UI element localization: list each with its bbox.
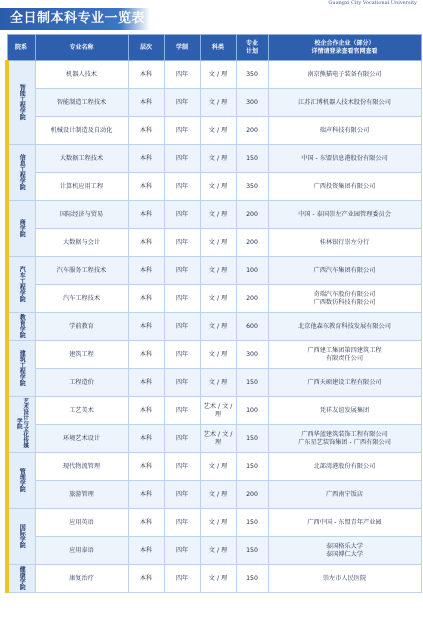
duration-cell: 四年	[164, 425, 200, 453]
level-cell: 本科	[128, 481, 164, 509]
college-cell	[7, 453, 35, 509]
partner-company-cell: 桂林银行崇左分行	[268, 229, 421, 257]
subject-category-cell: 文 / 理	[200, 201, 236, 229]
table-row	[7, 397, 421, 425]
enrollment-plan-cell: 200	[236, 481, 268, 509]
college-name: 国际学院	[18, 523, 26, 548]
enrollment-plan-cell: 150	[236, 565, 268, 593]
subject-category-cell: 文 / 理	[200, 117, 236, 145]
table-row	[7, 509, 421, 537]
table-row	[7, 313, 421, 341]
major-name-cell: 大数据工程技术	[35, 145, 128, 173]
college-cell	[7, 313, 35, 341]
table-row	[7, 257, 421, 285]
level-cell: 本科	[128, 369, 164, 397]
enrollment-plan-cell: 150	[236, 509, 268, 537]
duration-cell: 四年	[164, 537, 200, 565]
college-cell	[7, 509, 35, 565]
header-years: 学制	[164, 35, 200, 61]
duration-cell: 四年	[164, 453, 200, 481]
enrollment-plan-cell: 200	[236, 201, 268, 229]
duration-cell: 四年	[164, 397, 200, 425]
table-row	[7, 425, 421, 453]
enrollment-plan-cell: 100	[236, 257, 268, 285]
table-row	[7, 61, 421, 89]
level-cell: 本科	[128, 117, 164, 145]
major-name-cell: 国际经济与贸易	[35, 201, 128, 229]
level-cell: 本科	[128, 285, 164, 313]
college-cell	[7, 145, 35, 201]
enrollment-plan-cell: 600	[236, 313, 268, 341]
partner-company-cell: 广西天硕建设工程有限公司	[268, 369, 421, 397]
major-name-cell: 工程造价	[35, 369, 128, 397]
table-row	[7, 341, 421, 369]
partner-company-cell: 奇瑞汽车股份有限公司 广西数仿科技有限公司	[268, 285, 421, 313]
level-cell: 本科	[128, 425, 164, 453]
subject-category-cell: 文 / 理	[200, 341, 236, 369]
major-name-cell: 计算机应用工程	[35, 173, 128, 201]
major-name-cell: 机械设计制造及自动化	[35, 117, 128, 145]
duration-cell: 四年	[164, 313, 200, 341]
enrollment-plan-cell: 350	[236, 61, 268, 89]
enrollment-plan-cell: 300	[236, 89, 268, 117]
subject-category-cell: 文 / 理	[200, 61, 236, 89]
header-subject: 科类	[200, 35, 236, 61]
college-cell	[7, 341, 35, 397]
partner-company-cell: 北京他森东教育科技发展有限公司	[268, 313, 421, 341]
college-name: 智能工程学院	[18, 83, 26, 120]
college-name: 建筑工程学院	[18, 349, 26, 386]
subject-category-cell: 文 / 理	[200, 565, 236, 593]
table-header-row	[7, 35, 421, 61]
table-row	[7, 201, 421, 229]
college-name: 艺术设计与文化传媒学院	[15, 398, 29, 449]
partner-company-cell: 广西投资集团有限公司	[268, 173, 421, 201]
partner-company-cell: 凭祥友谊发展集团	[268, 397, 421, 425]
duration-cell: 四年	[164, 117, 200, 145]
level-cell: 本科	[128, 229, 164, 257]
major-name-cell: 环境艺术设计	[35, 425, 128, 453]
partner-company-cell: 南京熊猫电子装备有限公司	[268, 61, 421, 89]
header-level: 层次	[128, 35, 164, 61]
college-cell	[7, 257, 35, 313]
level-cell: 本科	[128, 145, 164, 173]
duration-cell: 四年	[164, 61, 200, 89]
level-cell: 本科	[128, 397, 164, 425]
enrollment-plan-cell: 300	[236, 341, 268, 369]
header-partner-line2: 详情请登录查看官网查看	[311, 47, 378, 55]
major-name-cell: 汽车服务工程技术	[35, 257, 128, 285]
header-college: 院系	[7, 35, 35, 61]
major-name-cell: 旅游管理	[35, 481, 128, 509]
table-row	[7, 565, 421, 593]
partner-company-cell: 泰国格乐大学 泰国博仁大学	[268, 537, 421, 565]
table-row	[7, 89, 421, 117]
subject-category-cell: 文 / 理	[200, 537, 236, 565]
header-plan	[236, 35, 268, 61]
subject-category-cell: 文 / 理	[200, 229, 236, 257]
college-name: 汽车工程学院	[18, 265, 26, 302]
major-name-cell: 康复治疗	[35, 565, 128, 593]
college-cell	[7, 201, 35, 257]
partner-company-cell: 广西建工集团第四建筑工程 有限责任公司	[268, 341, 421, 369]
major-name-cell: 汽车工程技术	[35, 285, 128, 313]
table-row	[7, 229, 421, 257]
enrollment-plan-cell: 150	[236, 453, 268, 481]
subject-category-cell: 文 / 理	[200, 173, 236, 201]
major-name-cell: 学前教育	[35, 313, 128, 341]
subject-category-cell: 艺术 / 文 / 理	[200, 425, 236, 453]
subject-category-cell: 文 / 理	[200, 369, 236, 397]
enrollment-plan-cell: 100	[236, 397, 268, 425]
enrollment-plan-cell: 200	[236, 117, 268, 145]
level-cell: 本科	[128, 537, 164, 565]
header-partner-line1: 校企合作企业（部分）	[314, 39, 375, 47]
enrollment-plan-cell: 150	[236, 425, 268, 453]
duration-cell: 四年	[164, 481, 200, 509]
table-row	[7, 453, 421, 481]
major-name-cell: 现代物流管理	[35, 453, 128, 481]
level-cell: 本科	[128, 453, 164, 481]
enrollment-plan-cell: 150	[236, 537, 268, 565]
college-name: 信息工程学院	[18, 153, 26, 190]
header-major: 专业名称	[35, 35, 128, 61]
major-name-cell: 机器人技术	[35, 61, 128, 89]
header-plan-line1: 专业	[245, 39, 258, 47]
subject-category-cell: 文 / 理	[200, 313, 236, 341]
table-row	[7, 173, 421, 201]
subject-category-cell: 文 / 理	[200, 145, 236, 173]
enrollment-plan-cell: 150	[236, 145, 268, 173]
duration-cell: 四年	[164, 145, 200, 173]
partner-company-cell: 江苏汇博机器人技术股份有限公司	[268, 89, 421, 117]
level-cell: 本科	[128, 173, 164, 201]
major-name-cell: 应用英语	[35, 509, 128, 537]
level-cell: 本科	[128, 313, 164, 341]
level-cell: 本科	[128, 61, 164, 89]
partner-company-cell: 瑞声科技有限公司	[268, 117, 421, 145]
major-name-cell: 智能制造工程技术	[35, 89, 128, 117]
table-body	[7, 61, 421, 593]
major-name-cell: 应用泰语	[35, 537, 128, 565]
subject-category-cell: 文 / 理	[200, 509, 236, 537]
college-name: 商学院	[18, 218, 26, 237]
major-name-cell: 建筑工程	[35, 341, 128, 369]
page-header	[0, 0, 423, 34]
partner-company-cell: 广西汽车集团有限公司	[268, 257, 421, 285]
enrollment-plan-cell: 150	[236, 369, 268, 397]
enrollment-plan-cell: 200	[236, 229, 268, 257]
major-name-cell: 大数据与会计	[35, 229, 128, 257]
duration-cell: 四年	[164, 509, 200, 537]
college-cell	[7, 61, 35, 145]
subject-category-cell: 文 / 理	[200, 257, 236, 285]
table-row	[7, 117, 421, 145]
subject-category-cell: 艺术 / 文 / 理	[200, 397, 236, 425]
majors-table	[5, 34, 422, 593]
level-cell: 本科	[128, 257, 164, 285]
partner-company-cell: 广西南宁饭店	[268, 481, 421, 509]
enrollment-plan-cell: 350	[236, 173, 268, 201]
duration-cell: 四年	[164, 369, 200, 397]
college-cell	[7, 397, 35, 453]
major-name-cell: 工艺美术	[35, 397, 128, 425]
duration-cell: 四年	[164, 565, 200, 593]
duration-cell: 四年	[164, 257, 200, 285]
subject-category-cell: 文 / 理	[200, 481, 236, 509]
header-partner	[268, 35, 421, 61]
college-name: 健康学院	[18, 565, 26, 590]
level-cell: 本科	[128, 89, 164, 117]
partner-company-cell: 广西华蓝建筑装饰工程有限公司 广东星艺装饰集团 - 广西有限公司	[268, 425, 421, 453]
table-row	[7, 145, 421, 173]
college-cell	[7, 565, 35, 593]
enrollment-plan-cell: 200	[236, 285, 268, 313]
page-title: 全日制本科专业一览表	[0, 8, 150, 30]
header-plan-line2: 计划	[245, 47, 258, 55]
duration-cell: 四年	[164, 201, 200, 229]
table-row	[7, 285, 421, 313]
level-cell: 本科	[128, 341, 164, 369]
table-row	[7, 481, 421, 509]
college-name: 管理学院	[18, 467, 26, 492]
subject-category-cell: 文 / 理	[200, 285, 236, 313]
duration-cell: 四年	[164, 89, 200, 117]
level-cell: 本科	[128, 201, 164, 229]
partner-company-cell: 中国 - 泰国崇左产业园管理委员会	[268, 201, 421, 229]
partner-company-cell: 广西中国 - 东盟青年产业园	[268, 509, 421, 537]
table-row	[7, 537, 421, 565]
partner-company-cell: 崇左市人民医院	[268, 565, 421, 593]
university-english-name: Guangxi City Vocational University	[328, 0, 417, 6]
partner-company-cell: 北部湾港股份有限公司	[268, 453, 421, 481]
partner-company-cell: 中国 - 东盟信息港股份有限公司	[268, 145, 421, 173]
college-name: 教育学院	[18, 313, 26, 338]
level-cell: 本科	[128, 509, 164, 537]
duration-cell: 四年	[164, 341, 200, 369]
duration-cell: 四年	[164, 229, 200, 257]
majors-table-wrapper	[5, 34, 419, 593]
duration-cell: 四年	[164, 285, 200, 313]
subject-category-cell: 文 / 理	[200, 89, 236, 117]
duration-cell: 四年	[164, 173, 200, 201]
level-cell: 本科	[128, 565, 164, 593]
subject-category-cell: 文 / 理	[200, 453, 236, 481]
table-row	[7, 369, 421, 397]
